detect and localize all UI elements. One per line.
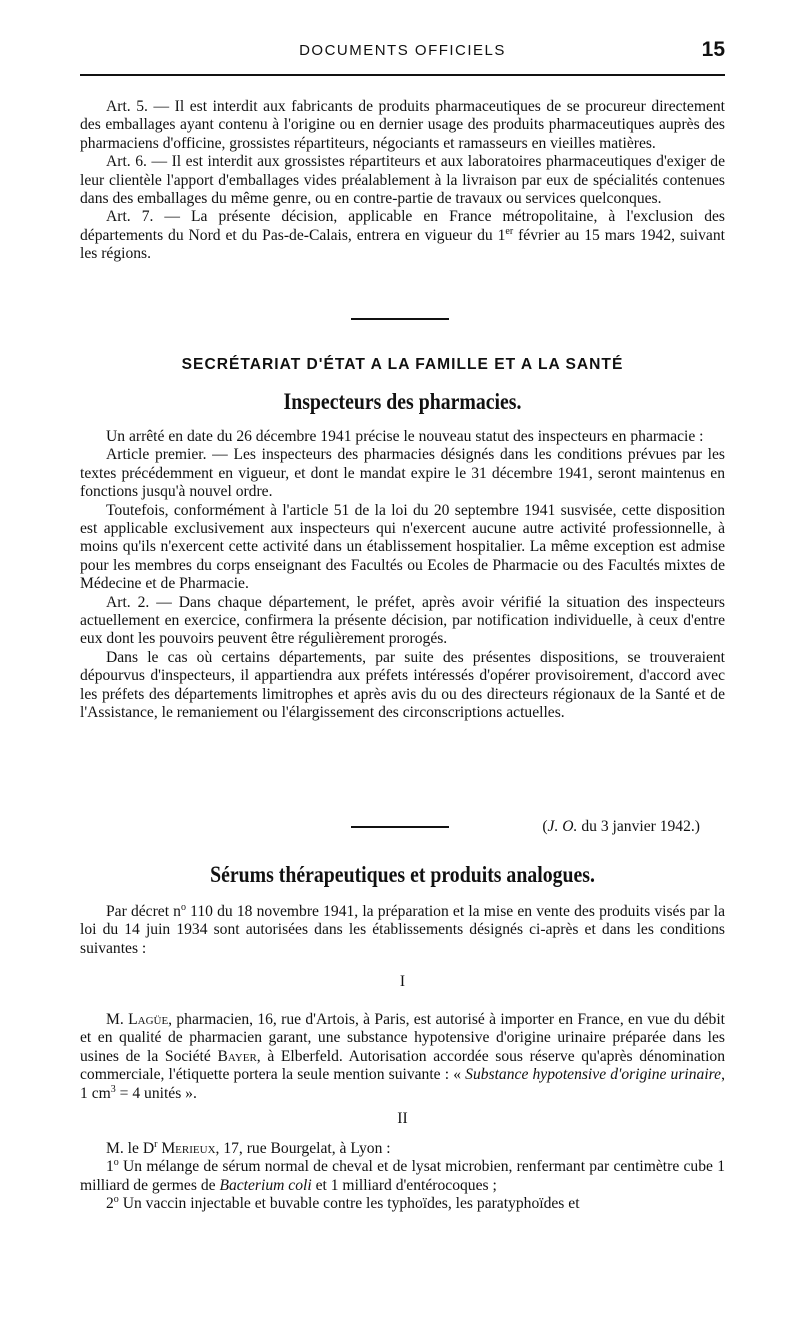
section1-paragraph: Dans le cas où certains départements, par suite des présentes dispositions, se trouveraient dépourvus d'inspecteurs, il appartiendra aux préfets intéressés d'opérer provisoirement, d'accord avec les préfets des départements limitrophes et après avis du ou des directeurs régionaux de la Santé et de l'Assistance, le remaniement ou l'élargissement des circonscriptions actuelles. bbox=[80, 648, 725, 722]
lague-company: Bayer bbox=[217, 1047, 257, 1065]
running-header bbox=[80, 38, 725, 64]
merieux-name: Merieux bbox=[157, 1140, 216, 1157]
article-7-sup: er bbox=[505, 225, 514, 237]
lague-text-c: , à Elberfeld. Autorisation accordée sous réserve qu'après dénomination commerciale, l'étiquette portera la seule mention suivante : « bbox=[80, 1047, 725, 1084]
lague-text-b: , pharmacien, 16, rue d'Artois, à Paris, est autorisé à importer en France, en vue du débit et en qualité de pharmacien garant, une substance hypotensive d'origine urinaire préparée dans les usines de la Société bbox=[80, 1011, 726, 1065]
merieux-item-1 bbox=[80, 1158, 725, 1195]
section-divider-2 bbox=[351, 826, 449, 828]
decree-intro bbox=[80, 903, 725, 958]
section-title-inspecteurs: Inspecteurs des pharmacies. bbox=[283, 389, 522, 414]
merieux-text-b: , 17, rue Bourgelat, à Lyon : bbox=[215, 1140, 391, 1157]
lague-text-d: , 1 cm bbox=[80, 1066, 726, 1102]
section-title-serums: Sérums thérapeutiques et produits analogues. bbox=[210, 862, 595, 887]
lague-name: Lagüe bbox=[128, 1011, 169, 1028]
ministry-heading: SECRÉTARIAT D'ÉTAT A LA FAMILLE ET A LA SANTÉ bbox=[181, 356, 624, 373]
merieux-heading bbox=[80, 1140, 725, 1158]
top-articles bbox=[80, 98, 725, 264]
section-divider-1 bbox=[351, 318, 449, 320]
running-title: DOCUMENTS OFFICIELS bbox=[299, 42, 506, 59]
decree-intro-b: 110 du 18 novembre 1941, la préparation et la mise en vente des produits visés par la loi du 14 juin 1934 sont autorisées dans les établissements désignés ci-après et dans les conditions suivantes : bbox=[80, 903, 725, 957]
item1-text-b: et 1 milliard d'entérocoques ; bbox=[311, 1176, 497, 1194]
section1-paragraph: Toutefois, conformément à l'article 51 de la loi du 20 septembre 1941 susvisée, cette disposition est applicable exclusivement aux inspecteurs qui n'exercent aucune autre activité professionnelle, à moins qu'ils n'exercent cette activité dans un établissement hospitalier. La même exception est admise pour les membres du corps enseignant des Facultés ou Ecoles de Pharmacie ou des Facultés mixtes de Médecine et de Pharmacie. bbox=[80, 501, 725, 593]
item2-number: 2 bbox=[106, 1195, 114, 1213]
merieux-sup: r bbox=[154, 1138, 158, 1150]
lague-mention: Substance hypotensive d'origine urinaire bbox=[465, 1066, 722, 1084]
section1-body bbox=[80, 428, 725, 723]
article-5: Art. 5. — Il est interdit aux fabricants de produits pharmaceutiques de se procureur directement des emballages ayant contenu à l'origine ou en dernier usage des produits pharmaceutiques auprès des pharmaciens d'officine, grossistes répartiteurs, négociants et ramasseurs en vieilles matières. bbox=[80, 98, 725, 152]
lague-paragraph bbox=[80, 1011, 725, 1103]
source-open: ( bbox=[542, 818, 548, 835]
article-7-text-a: Art. 7. — La présente décision, applicable en France métropolitaine, à l'exclusion des départements du Nord et du Pas-de-Calais, entrera en vigueur du 1 bbox=[80, 208, 725, 244]
decree-intro-a: Par décret n bbox=[106, 903, 181, 920]
item1-number: 1 bbox=[106, 1158, 114, 1176]
section1-paragraph: Un arrêté en date du 26 décembre 1941 précise le nouveau statut des inspecteurs en pharmacie : bbox=[106, 428, 704, 445]
section1-paragraph: Article premier. — Les inspecteurs des pharmacies désignés dans les conditions prévues par les textes précédemment en vigueur, et dont le mandat expire le 31 décembre 1941, seront maintenus en fonctions jusqu'à nouvel ordre. bbox=[80, 446, 725, 501]
article-6: Art. 6. — Il est interdit aux grossistes répartiteurs et aux laboratoires pharmaceutiques d'exiger de leur clientèle l'apport d'emballages vides préalablement à la livraison par eux de spécialités contenues dans des emballages du même genre, ou en contre-partie de travaux ou services quelconques. bbox=[80, 153, 725, 208]
item1-sup: o bbox=[113, 1157, 119, 1169]
lague-text-e: = 4 unités ». bbox=[115, 1084, 197, 1102]
merieux-item-2 bbox=[80, 1195, 725, 1213]
item2-sup: o bbox=[113, 1194, 119, 1206]
item1-species: Bacterium coli bbox=[219, 1176, 312, 1194]
section2-intro bbox=[80, 903, 725, 958]
item1-text-a: Un mélange de sérum normal de cheval et de lysat microbien, renfermant par centimètre cube 1 milliard de germes de bbox=[80, 1158, 725, 1194]
roman-numeral-2: II bbox=[397, 1110, 408, 1127]
section1-paragraph: Art. 2. — Dans chaque département, le préfet, après avoir vérifié la situation des inspecteurs actuellement en exercice, confirmera la présente décision, par notification individuelle, à ceux d'entre eux dont les pouvoirs peuvent être régulièrement prorogés. bbox=[80, 593, 725, 648]
decree-intro-sup: o bbox=[180, 901, 186, 913]
source-journal: J. O. bbox=[547, 818, 578, 835]
source-date: du 3 janvier 1942.) bbox=[577, 818, 700, 835]
authorization-merieux bbox=[80, 1140, 725, 1214]
lague-sup: 3 bbox=[110, 1083, 116, 1095]
authorization-lague bbox=[80, 1011, 725, 1103]
roman-numeral-1: I bbox=[399, 973, 406, 990]
article-7 bbox=[80, 208, 725, 263]
article-7-text-b: février au 15 mars 1942, suivant les régions. bbox=[80, 226, 725, 263]
item2-text: Un vaccin injectable et buvable contre les typhoïdes, les paratyphoïdes et bbox=[118, 1195, 580, 1213]
lague-text-a: M. bbox=[106, 1011, 129, 1028]
header-rule bbox=[80, 74, 725, 76]
page-number: 15 bbox=[701, 38, 725, 61]
merieux-text-a: M. le D bbox=[106, 1140, 155, 1157]
